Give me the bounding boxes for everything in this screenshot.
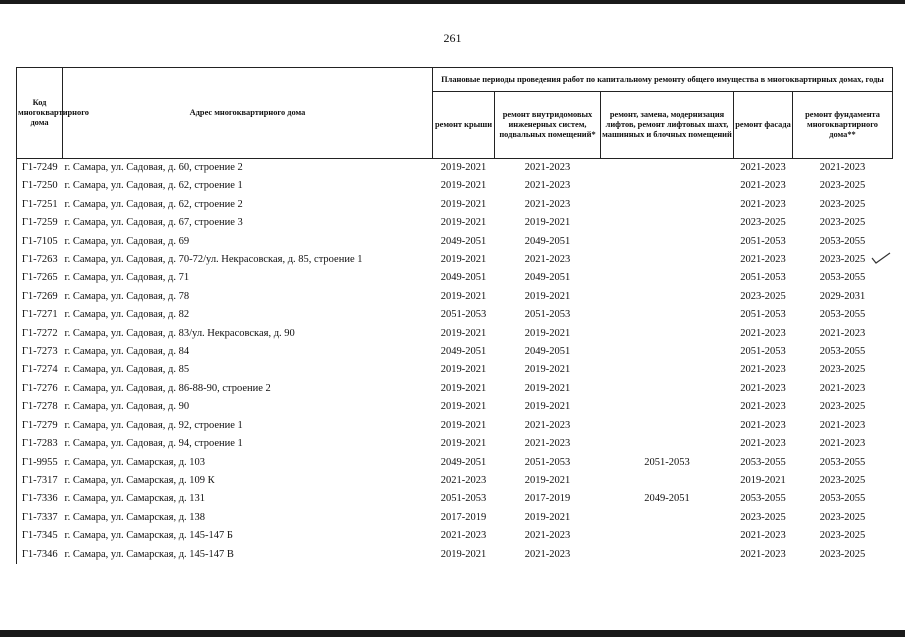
cell-foundation: 2053-2055	[819, 235, 866, 247]
cell-address: г. Самара, ул. Самарская, д. 138	[64, 511, 206, 523]
cell-systems: 2019-2021	[524, 474, 571, 486]
cell-systems: 2021-2023	[524, 162, 571, 173]
cell-foundation: 2053-2055	[819, 309, 866, 321]
cell-foundation: 2023-2025	[819, 401, 866, 413]
cell-roof: 2019-2021	[440, 290, 487, 302]
cell-elevator	[601, 417, 734, 435]
cell-elevator	[601, 196, 734, 214]
cell-roof: 2019-2021	[440, 401, 487, 413]
cell-facade: 2021-2023	[740, 198, 786, 210]
cell-elevator	[601, 251, 734, 269]
cell-code: Г1-7337	[17, 509, 63, 527]
cell-code: Г1-7317	[17, 472, 63, 490]
table-row	[17, 306, 893, 324]
cell-facade: 2051-2053	[740, 309, 786, 321]
table-row	[17, 177, 893, 195]
table-row	[17, 380, 893, 398]
header-foundation: ремонт фундамента многоквартирного дома**	[793, 92, 893, 159]
cell-systems: 2021-2023	[524, 438, 571, 450]
top-border-bar	[0, 0, 905, 4]
cell-code: Г1-7279	[17, 417, 63, 435]
cell-elevator	[601, 361, 734, 379]
cell-elevator	[601, 288, 734, 306]
cell-foundation: 2053-2055	[819, 346, 866, 358]
cell-roof: 2051-2053	[440, 309, 487, 321]
cell-foundation: 2021-2023	[819, 162, 866, 173]
cell-systems: 2019-2021	[524, 217, 571, 229]
cell-elevator	[601, 343, 734, 361]
cell-elevator	[601, 380, 734, 398]
cell-facade: 2023-2025	[740, 290, 786, 302]
cell-elevator	[601, 325, 734, 343]
bottom-border-bar	[0, 630, 905, 637]
cell-code: Г1-7259	[17, 214, 63, 232]
cell-code: Г1-7263	[17, 251, 63, 269]
header-address: Адрес многоквартирного дома	[63, 68, 433, 159]
table-row	[17, 361, 893, 379]
cell-systems: 2017-2019	[524, 493, 571, 505]
cell-address: г. Самара, ул. Садовая, д. 71	[64, 272, 190, 284]
table-row	[17, 435, 893, 453]
table-row	[17, 269, 893, 287]
cell-facade: 2021-2023	[740, 327, 786, 339]
cell-systems: 2049-2051	[524, 235, 571, 247]
cell-roof: 2019-2021	[440, 162, 487, 173]
cell-address: г. Самара, ул. Садовая, д. 94, строение 1	[64, 438, 243, 450]
cell-roof: 2019-2021	[440, 198, 487, 210]
cell-address: г. Самара, ул. Садовая, д. 78	[64, 290, 190, 302]
cell-foundation: 2053-2055	[819, 272, 866, 284]
cell-code: Г1-7250	[17, 177, 63, 195]
cell-foundation: 2021-2023	[819, 327, 866, 339]
cell-roof: 2019-2021	[440, 438, 487, 450]
cell-facade: 2021-2023	[740, 382, 786, 394]
table-row	[17, 472, 893, 490]
cell-facade: 2053-2055	[740, 456, 786, 468]
table-row	[17, 398, 893, 416]
header-roof: ремонт крыши	[433, 92, 495, 159]
cell-roof: 2019-2021	[440, 217, 487, 229]
header-periods: Плановые периоды проведения работ по капитальному ремонту общего имущества в многоквартирных домах, годы	[433, 68, 893, 92]
cell-elevator	[601, 527, 734, 545]
cell-facade: 2051-2053	[740, 235, 786, 247]
cell-address: г. Самара, ул. Садовая, д. 62, строение 2	[64, 198, 243, 210]
handwritten-check-mark	[870, 248, 892, 268]
cell-roof: 2019-2021	[440, 548, 487, 560]
table-row	[17, 288, 893, 306]
cell-elevator	[601, 177, 734, 195]
cell-roof: 2021-2023	[440, 474, 487, 486]
cell-roof: 2021-2023	[440, 530, 487, 542]
cell-elevator: 2051-2053	[644, 456, 690, 468]
cell-code: Г1-7272	[17, 325, 63, 343]
table-row	[17, 233, 893, 251]
cell-facade: 2021-2023	[740, 162, 786, 173]
cell-facade: 2021-2023	[740, 180, 786, 192]
cell-address: г. Самара, ул. Самарская, д. 109 К	[64, 474, 215, 486]
cell-code: Г1-7346	[17, 546, 63, 564]
cell-roof: 2049-2051	[440, 346, 487, 358]
table-row	[17, 509, 893, 527]
table-row	[17, 343, 893, 361]
cell-roof: 2019-2021	[440, 327, 487, 339]
cell-facade: 2021-2023	[740, 419, 786, 431]
cell-systems: 2019-2021	[524, 290, 571, 302]
cell-foundation: 2021-2023	[819, 382, 866, 394]
cell-facade: 2019-2021	[740, 474, 786, 486]
cell-roof: 2051-2053	[440, 493, 487, 505]
cell-roof: 2019-2021	[440, 364, 487, 376]
cell-code: Г1-9955	[17, 454, 63, 472]
cell-elevator	[601, 509, 734, 527]
cell-roof: 2049-2051	[440, 235, 487, 247]
cell-elevator	[601, 214, 734, 232]
cell-foundation: 2023-2025	[819, 217, 866, 229]
cell-systems: 2021-2023	[524, 254, 571, 266]
cell-foundation: 2023-2025	[819, 530, 866, 542]
cell-code: Г1-7276	[17, 380, 63, 398]
cell-foundation: 2023-2025	[819, 254, 866, 266]
table-row	[17, 417, 893, 435]
header-facade: ремонт фасада	[734, 92, 793, 159]
header-code: Код многоквартирного дома	[17, 68, 63, 159]
cell-systems: 2021-2023	[524, 198, 571, 210]
cell-address: г. Самара, ул. Садовая, д. 83/ул. Некрасовская, д. 90	[64, 327, 295, 339]
table-row	[17, 490, 893, 508]
cell-roof: 2019-2021	[440, 419, 487, 431]
cell-code: Г1-7251	[17, 196, 63, 214]
cell-systems: 2019-2021	[524, 327, 571, 339]
cell-elevator	[601, 233, 734, 251]
cell-elevator	[601, 159, 734, 178]
cell-systems: 2019-2021	[524, 401, 571, 413]
table-row	[17, 527, 893, 545]
cell-address: г. Самара, ул. Садовая, д. 85	[64, 364, 190, 376]
cell-facade: 2021-2023	[740, 401, 786, 413]
cell-code: Г1-7265	[17, 269, 63, 287]
cell-elevator	[601, 435, 734, 453]
cell-elevator	[601, 546, 734, 564]
cell-roof: 2017-2019	[440, 511, 487, 523]
cell-systems: 2021-2023	[524, 419, 571, 431]
cell-roof: 2019-2021	[440, 180, 487, 192]
cell-systems: 2021-2023	[524, 548, 571, 560]
cell-facade: 2023-2025	[740, 217, 786, 229]
cell-address: г. Самара, ул. Садовая, д. 86-88-90, строение 2	[64, 382, 271, 394]
cell-elevator	[601, 269, 734, 287]
table-row	[17, 546, 893, 564]
cell-code: Г1-7274	[17, 361, 63, 379]
cell-address: г. Самара, ул. Самарская, д. 131	[64, 493, 206, 505]
table-row	[17, 251, 893, 269]
cell-elevator	[601, 306, 734, 324]
cell-address: г. Самара, ул. Садовая, д. 90	[64, 401, 190, 413]
table-row	[17, 196, 893, 214]
cell-code: Г1-7283	[17, 435, 63, 453]
cell-facade: 2051-2053	[740, 272, 786, 284]
cell-address: г. Самара, ул. Самарская, д. 145-147 В	[64, 548, 234, 560]
cell-facade: 2021-2023	[740, 438, 786, 450]
cell-facade: 2053-2055	[740, 493, 786, 505]
cell-foundation: 2023-2025	[819, 198, 866, 210]
cell-systems: 2051-2053	[524, 456, 571, 468]
cell-foundation: 2023-2025	[819, 364, 866, 376]
cell-address: г. Самара, ул. Садовая, д. 67, строение 3	[64, 217, 243, 229]
cell-address: г. Самара, ул. Садовая, д. 82	[64, 309, 190, 321]
cell-foundation: 2023-2025	[819, 180, 866, 192]
cell-code: Г1-7278	[17, 398, 63, 416]
cell-address: г. Самара, ул. Самарская, д. 145-147 Б	[64, 530, 233, 542]
cell-facade: 2021-2023	[740, 254, 786, 266]
cell-address: г. Самара, ул. Садовая, д. 60, строение 2	[64, 162, 243, 173]
cell-foundation: 2053-2055	[819, 493, 866, 505]
cell-code: Г1-7269	[17, 288, 63, 306]
cell-roof: 2019-2021	[440, 254, 487, 266]
cell-systems: 2051-2053	[524, 309, 571, 321]
cell-address: г. Самара, ул. Садовая, д. 69	[64, 235, 190, 247]
table-row	[17, 325, 893, 343]
cell-facade: 2021-2023	[740, 530, 786, 542]
cell-systems: 2019-2021	[524, 382, 571, 394]
cell-foundation: 2029-2031	[819, 290, 866, 302]
cell-address: г. Самара, ул. Садовая, д. 62, строение 1	[64, 180, 243, 192]
table-row	[17, 454, 893, 472]
cell-foundation: 2023-2025	[819, 474, 866, 486]
cell-code: Г1-7105	[17, 233, 63, 251]
cell-address: г. Самара, ул. Садовая, д. 84	[64, 346, 190, 358]
cell-foundation: 2023-2025	[819, 511, 866, 523]
repair-schedule-table	[16, 67, 893, 564]
cell-facade: 2021-2023	[740, 364, 786, 376]
cell-elevator: 2049-2051	[644, 493, 690, 505]
cell-foundation: 2021-2023	[819, 419, 866, 431]
cell-elevator	[601, 472, 734, 490]
cell-systems: 2021-2023	[524, 530, 571, 542]
cell-foundation: 2053-2055	[819, 456, 866, 468]
cell-address: г. Самара, ул. Самарская, д. 103	[64, 456, 206, 468]
cell-code: Г1-7249	[17, 159, 63, 178]
header-systems: ремонт внутридомовых инженерных систем, подвальных помещений*	[495, 92, 601, 159]
cell-foundation: 2021-2023	[819, 438, 866, 450]
cell-systems: 2019-2021	[524, 364, 571, 376]
table-row	[17, 214, 893, 232]
cell-code: Г1-7271	[17, 306, 63, 324]
cell-code: Г1-7273	[17, 343, 63, 361]
cell-code: Г1-7336	[17, 490, 63, 508]
cell-roof: 2019-2021	[440, 382, 487, 394]
cell-systems: 2049-2051	[524, 272, 571, 284]
cell-elevator	[601, 398, 734, 416]
table-row	[17, 159, 893, 178]
cell-address: г. Самара, ул. Садовая, д. 92, строение 1	[64, 419, 243, 431]
cell-address: г. Самара, ул. Садовая, д. 70-72/ул. Некрасовская, д. 85, строение 1	[64, 254, 363, 266]
cell-systems: 2049-2051	[524, 346, 571, 358]
cell-foundation: 2023-2025	[819, 548, 866, 560]
cell-facade: 2023-2025	[740, 511, 786, 523]
page-number: 261	[443, 31, 462, 45]
header-elevator: ремонт, замена, модернизация лифтов, ремонт лифтовых шахт, машинных и блочных помещений	[601, 92, 734, 159]
cell-systems: 2021-2023	[524, 180, 571, 192]
cell-facade: 2051-2053	[740, 346, 786, 358]
cell-facade: 2021-2023	[740, 548, 786, 560]
cell-code: Г1-7345	[17, 527, 63, 545]
cell-roof: 2049-2051	[440, 272, 487, 284]
cell-roof: 2049-2051	[440, 456, 487, 468]
cell-systems: 2019-2021	[524, 511, 571, 523]
